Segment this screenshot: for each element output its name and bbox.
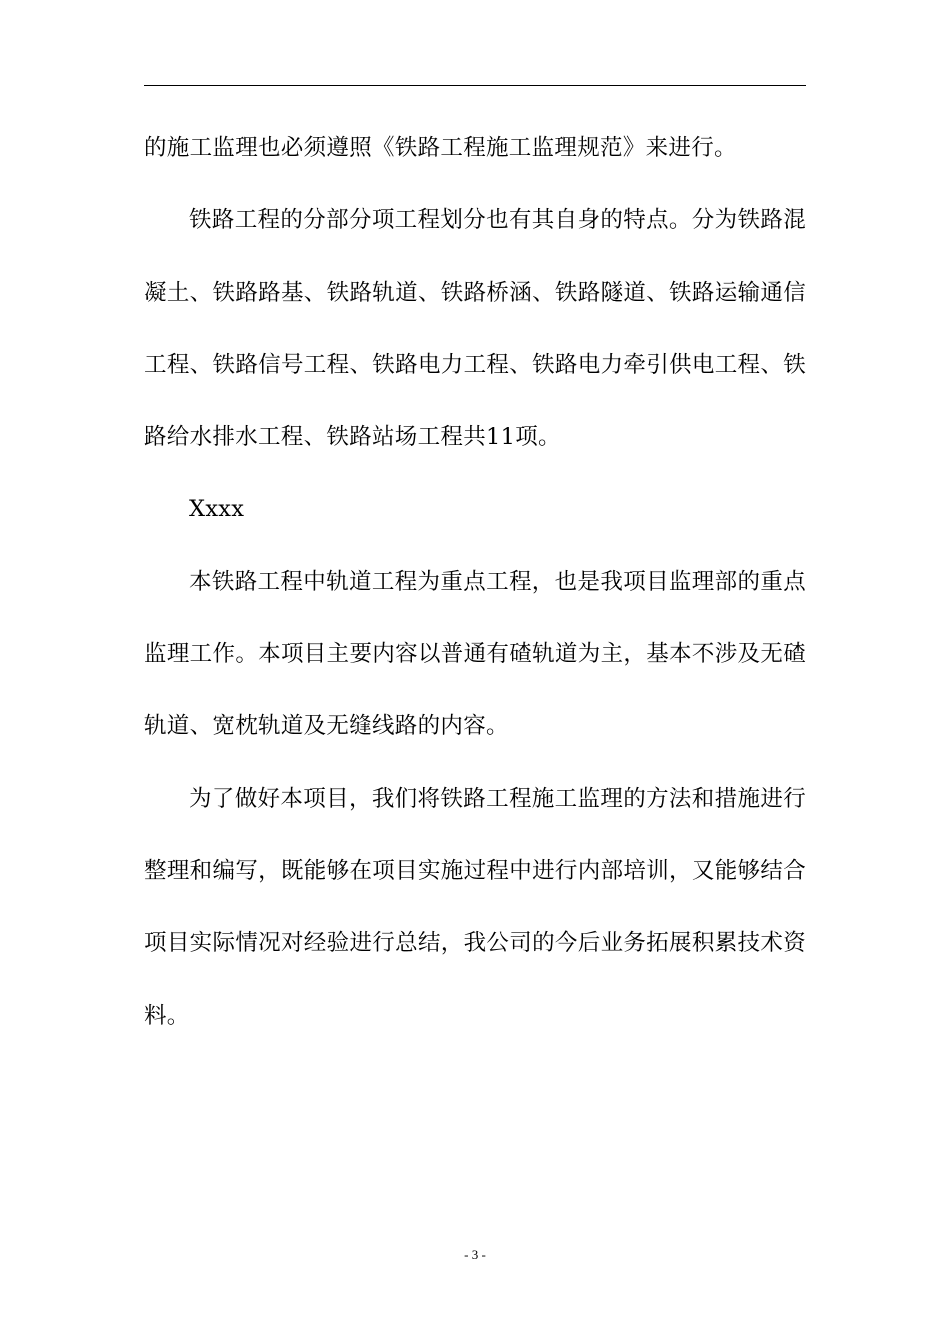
page-number: - 3 - — [464, 1247, 486, 1262]
header-rule — [144, 85, 806, 86]
paragraph-division-overview: 铁路工程的分部分项工程划分也有其自身的特点。分为铁路混凝土、铁路路基、铁路轨道、铁路桥涵、铁路隧道、铁路运输通信工程、铁路信号工程、铁路电力工程、铁路电力牵引供电工程、铁路给水排水工程、铁路站场工程共11项。 — [144, 207, 806, 451]
paragraph-continuation: 的施工监理也必须遵照《铁路工程施工监理规范》来进行。 — [144, 135, 737, 161]
body-text — [144, 112, 806, 1052]
paragraph-purpose: 为了做好本项目，我们将铁路工程施工监理的方法和措施进行整理和编写，既能够在项目实施过程中进行内部培训，又能够结合项目实际情况对经验进行总结，我公司的今后业务拓展积累技术资料。 — [144, 785, 806, 1029]
paragraph-placeholder: Xxxx — [189, 496, 245, 523]
paragraph-key-works: 本铁路工程中轨道工程为重点工程，也是我项目监理部的重点监理工作。本项目主要内容以普通有碴轨道为主，基本不涉及无碴轨道、宽枕轨道及无缝线路的内容。 — [144, 568, 806, 740]
